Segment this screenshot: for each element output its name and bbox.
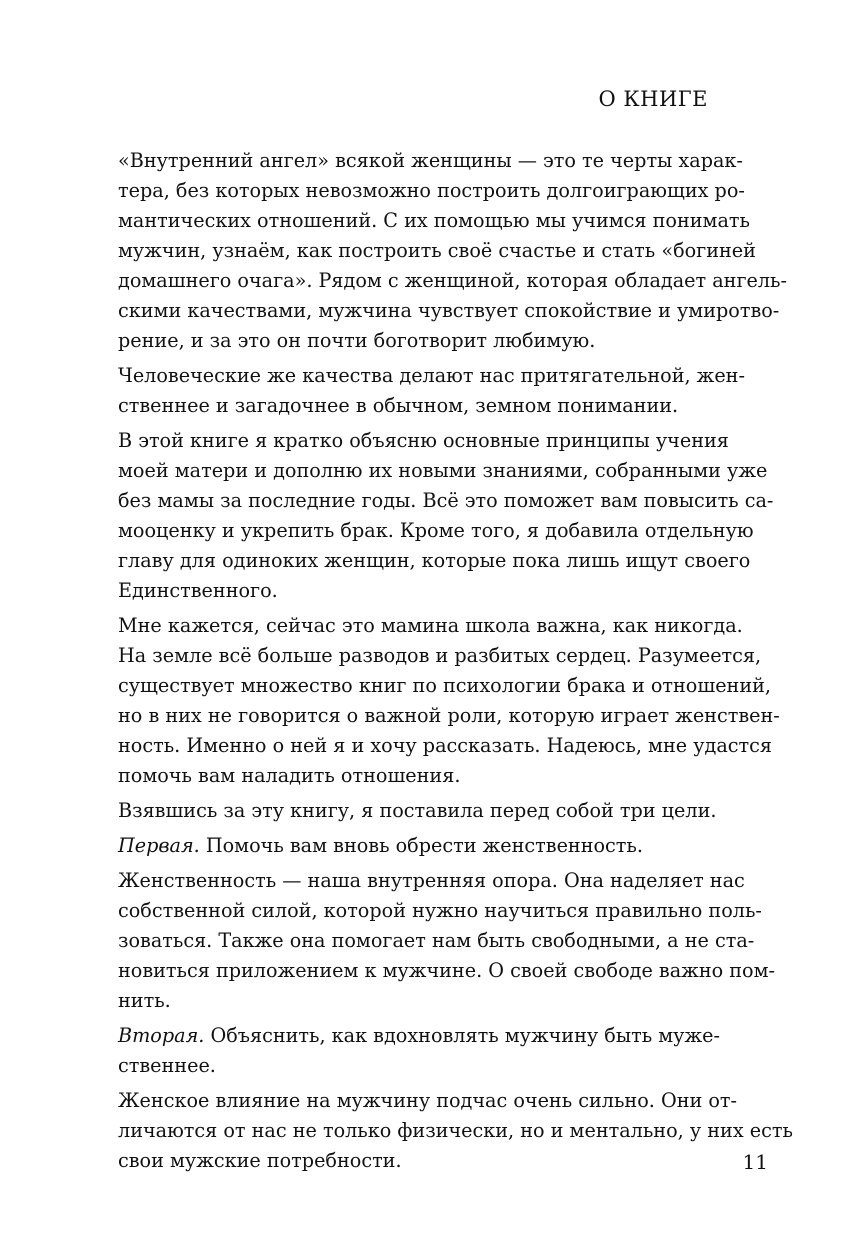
text-line: личаются от нас не только физически, но и ментально, у них есть	[118, 1119, 793, 1142]
text-line: свои мужские потребности.	[118, 1149, 402, 1172]
text-line: новиться приложением к мужчине. О своей свободе важно пом-	[118, 959, 776, 982]
text-line: помочь вам наладить отношения.	[118, 764, 461, 787]
text-line: Женственность — наша внутренняя опора. Она наделяет нас	[118, 869, 745, 892]
text-line: мантических отношений. С их помощью мы учимся понимать	[118, 209, 750, 232]
running-title: О КНИГЕ	[598, 87, 708, 111]
text-line: домашнего очага». Рядом с женщиной, которая обладает ангель-	[118, 269, 787, 292]
text-line: ность. Именно о ней я и хочу рассказать. Надеюсь, мне удастся	[118, 734, 772, 757]
text-line: главу для одиноких женщин, которые пока лишь ищут своего	[118, 549, 751, 572]
text-line: нить.	[118, 989, 171, 1012]
text-line: без мамы за последние годы. Всё это поможет вам повысить са-	[118, 489, 774, 512]
text-line: но в них не говорится о важной роли, которую играет женствен-	[118, 704, 780, 727]
text-line: Женское влияние на мужчину подчас очень сильно. Они от-	[118, 1089, 738, 1112]
text-line: мужчин, узнаём, как построить своё счастье и стать «богиней	[118, 239, 756, 262]
text-line: зоваться. Также она помогает нам быть свободными, а не ста-	[118, 929, 755, 952]
page-number: 11	[742, 1150, 768, 1174]
text-line: Единственного.	[118, 579, 278, 602]
text-line: На земле всё больше разводов и разбитых сердец. Разумеется,	[118, 644, 762, 667]
text-line: Человеческие же качества делают нас притягательной, жен-	[118, 364, 745, 387]
text-line: «Внутренний ангел» всякой женщины — это те черты харак-	[118, 149, 743, 172]
text-line: В этой книге я кратко объясню основные принципы учения	[118, 429, 729, 452]
text-line	[118, 831, 710, 861]
text-run: Объяснить, как вдохновлять мужчину быть муже-	[204, 1024, 720, 1047]
text-line: собственной силой, которой нужно научиться правильно поль-	[118, 899, 762, 922]
text-line: ственнее.	[118, 1054, 216, 1077]
italic-lead: Вторая.	[118, 1024, 205, 1047]
text-line: мооценку и укрепить брак. Кроме того, я добавила отдельную	[118, 519, 754, 542]
text-line: Мне кажется, сейчас это мамина школа важна, как никогда.	[118, 614, 743, 637]
italic-lead: Первая.	[118, 834, 200, 857]
text-line: тера, без которых невозможно построить долгоиграющих ро-	[118, 179, 745, 202]
text-line	[118, 1021, 720, 1051]
text-line: ственнее и загадочнее в обычном, земном понимании.	[118, 394, 679, 417]
text-line: моей матери и дополню их новыми знаниями, собранными уже	[118, 459, 768, 482]
text-run: Помочь вам вновь обрести женственность.	[199, 834, 643, 857]
text-line: существует множество книг по психологии брака и отношений,	[118, 674, 772, 697]
text-line: скими качествами, мужчина чувствует спокойствие и умиротво-	[118, 299, 780, 322]
text-line: Взявшись за эту книгу, я поставила перед собой три цели.	[118, 799, 717, 822]
text-line: рение, и за это он почти боготворит любимую.	[118, 329, 596, 352]
